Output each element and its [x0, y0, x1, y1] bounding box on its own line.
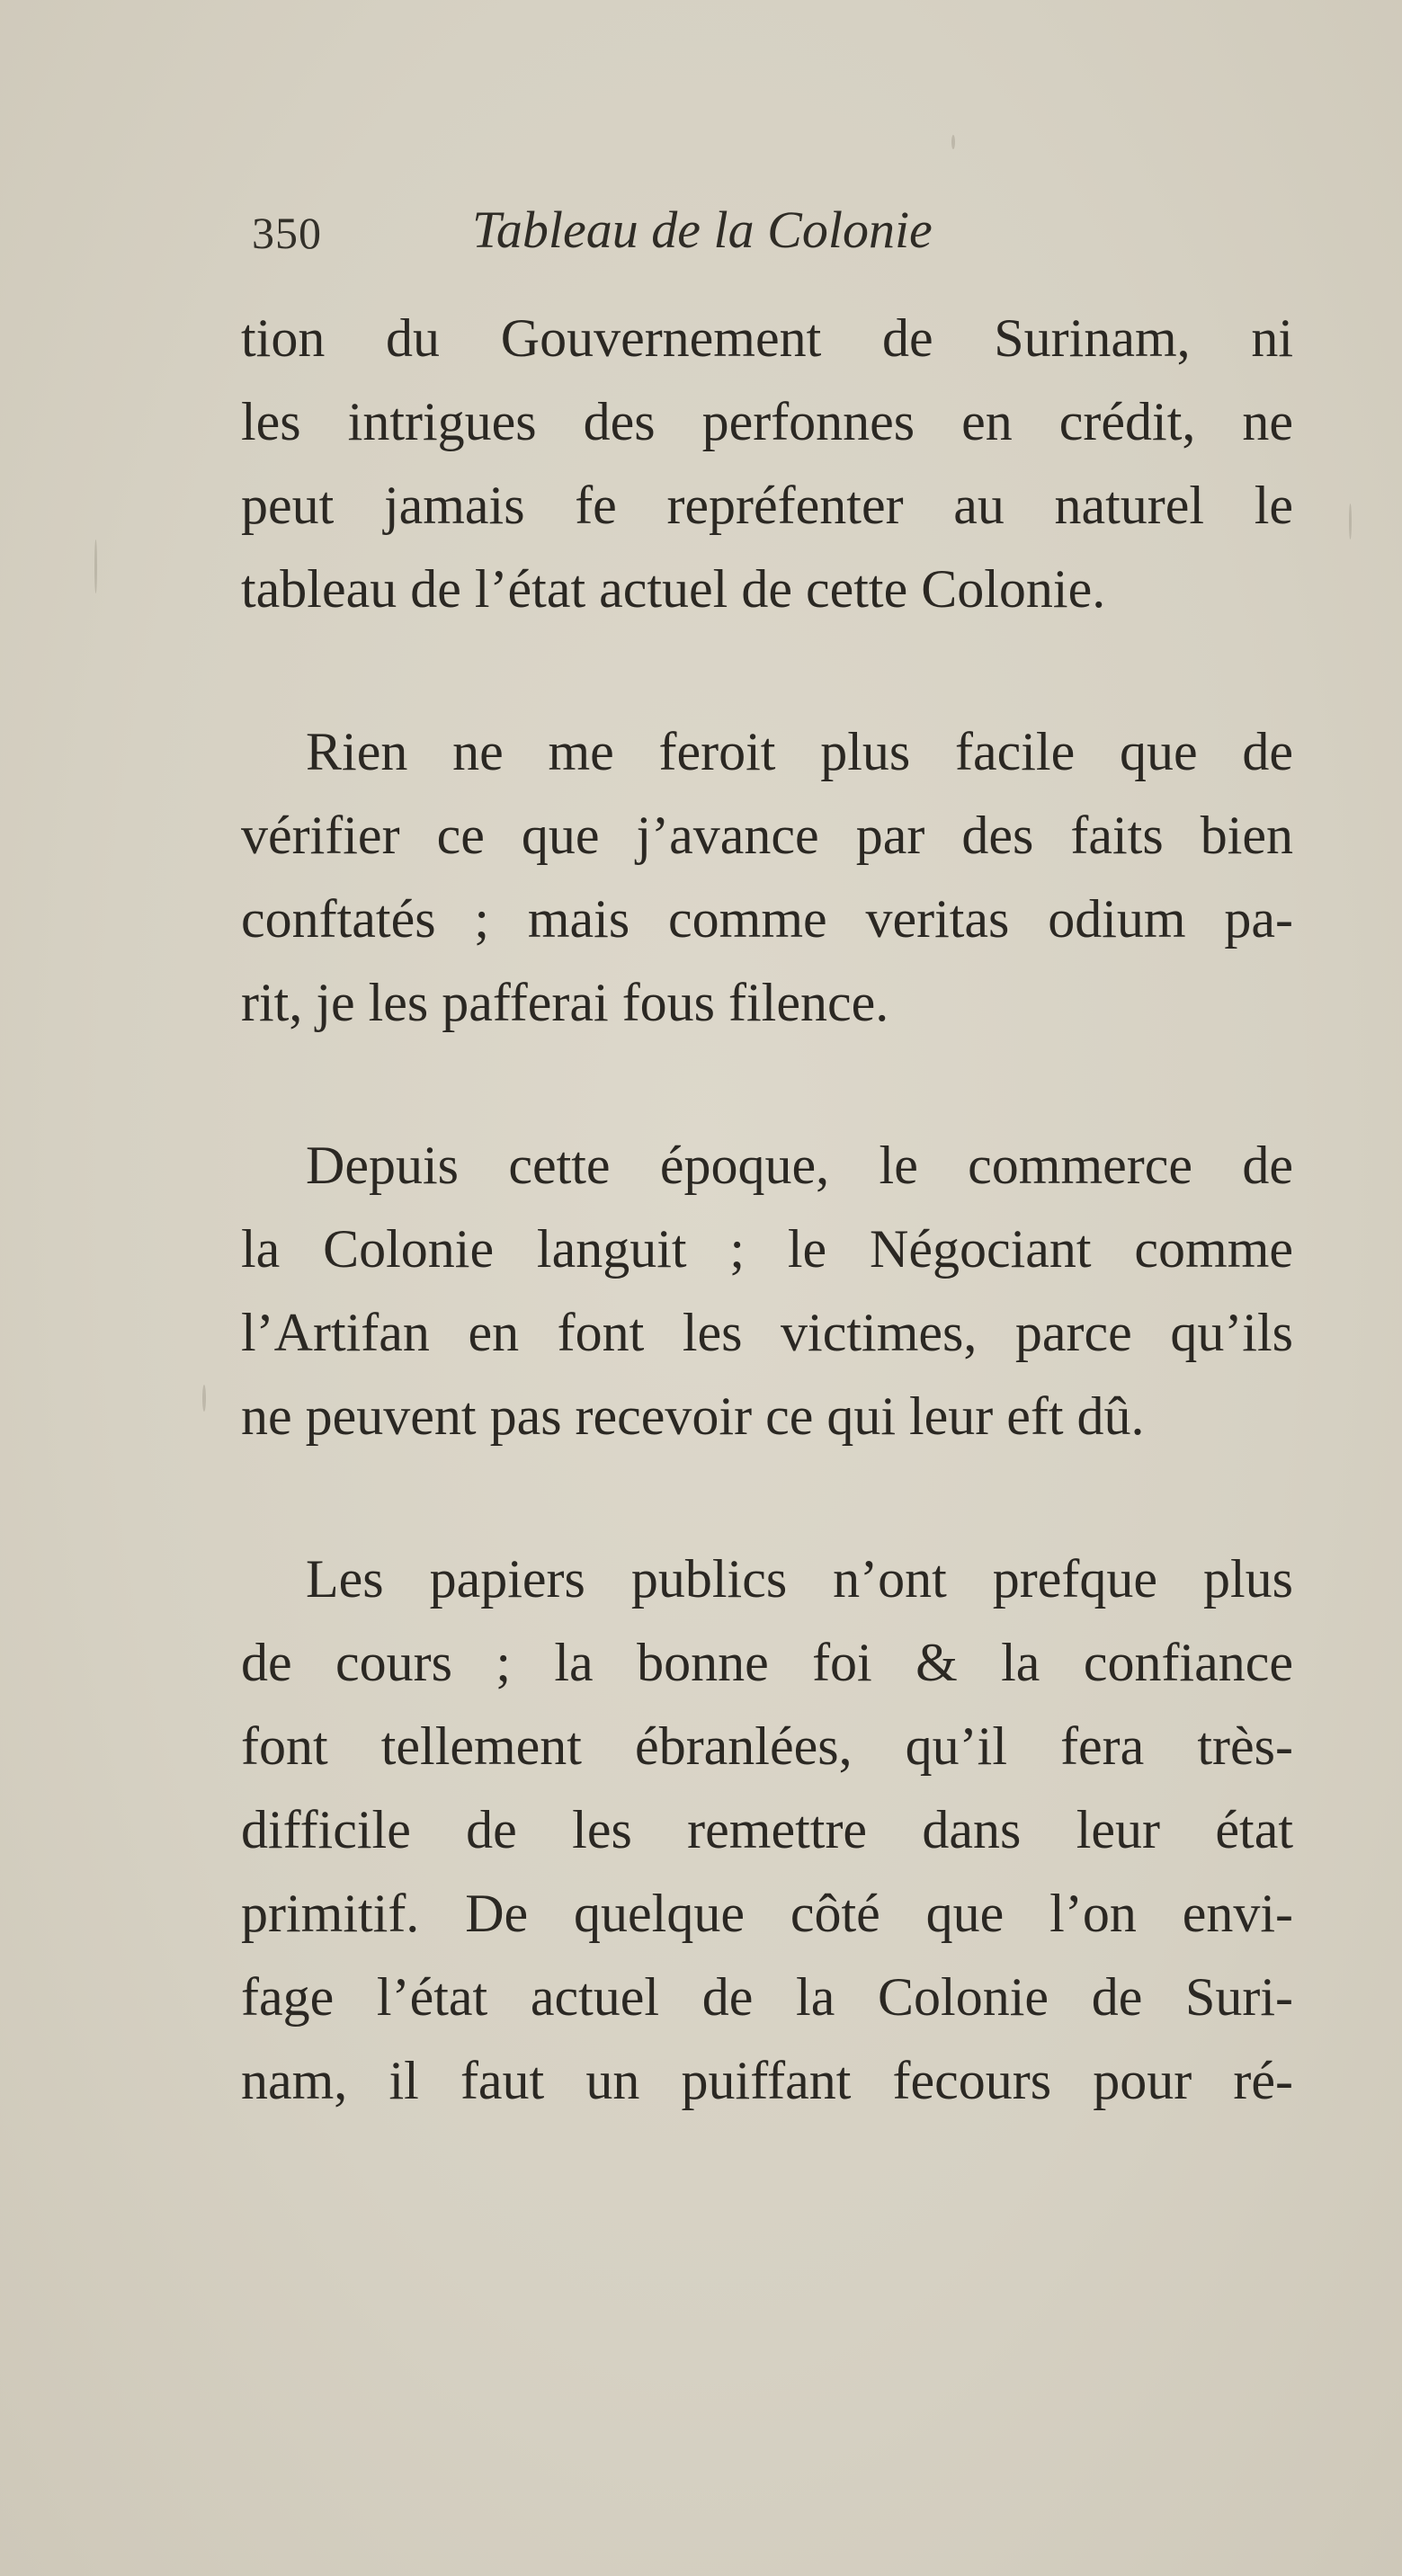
text-line: tableau de l’état actuel de cette Colonie. — [241, 559, 1106, 619]
text-line: font tellement ébranlées, qu’il fera très- — [241, 1716, 1293, 1776]
text-line: Depuis cette époque, le commerce de — [306, 1136, 1293, 1195]
paper-speck — [1349, 504, 1352, 539]
text-line: difficile de les remettre dans leur état — [241, 1800, 1293, 1859]
page-number: 350 — [252, 208, 322, 258]
text-line: fage l’état actuel de la Colonie de Suri- — [241, 1967, 1293, 2027]
paragraph — [241, 297, 1293, 631]
paragraph — [241, 1124, 1293, 1458]
paragraph-gap — [241, 1458, 1293, 1538]
paper-speck — [202, 1385, 206, 1412]
running-head — [252, 200, 1151, 263]
text-line: l’Artifan en font les victimes, parce qu’ils — [241, 1303, 1293, 1362]
text-line: la Colonie languit ; le Négociant comme — [241, 1219, 1293, 1279]
text-line: les intrigues des perfonnes en crédit, ne — [241, 392, 1293, 451]
text-line: rit, je les pafferai fous filence. — [241, 973, 889, 1032]
paper-speck — [951, 135, 955, 149]
text-line: primitif. De quelque côté que l’on envi- — [241, 1884, 1293, 1943]
text-line: ne peuvent pas recevoir ce qui leur eft dû. — [241, 1386, 1145, 1446]
text-line: conftatés ; mais comme veritas odium pa- — [241, 889, 1293, 949]
paragraph — [241, 1538, 1293, 2123]
text-line: de cours ; la bonne foi & la confiance — [241, 1633, 1293, 1692]
text-line: peut jamais fe repréfenter au naturel le — [241, 476, 1293, 535]
paragraph — [241, 710, 1293, 1045]
paragraph-gap — [241, 631, 1293, 710]
body-text — [241, 297, 1293, 2123]
text-line: Les papiers publics n’ont prefque plus — [306, 1549, 1293, 1609]
paragraph-gap — [241, 1045, 1293, 1124]
text-line: Rien ne me feroit plus facile que de — [306, 722, 1293, 781]
paper-speck — [94, 539, 97, 593]
running-title: Tableau de la Colonie — [472, 201, 933, 259]
text-line: tion du Gouvernement de Surinam, ni — [241, 308, 1293, 368]
text-line: vérifier ce que j’avance par des faits bien — [241, 806, 1293, 865]
text-line: nam, il faut un puiffant fecours pour ré- — [241, 2051, 1293, 2110]
